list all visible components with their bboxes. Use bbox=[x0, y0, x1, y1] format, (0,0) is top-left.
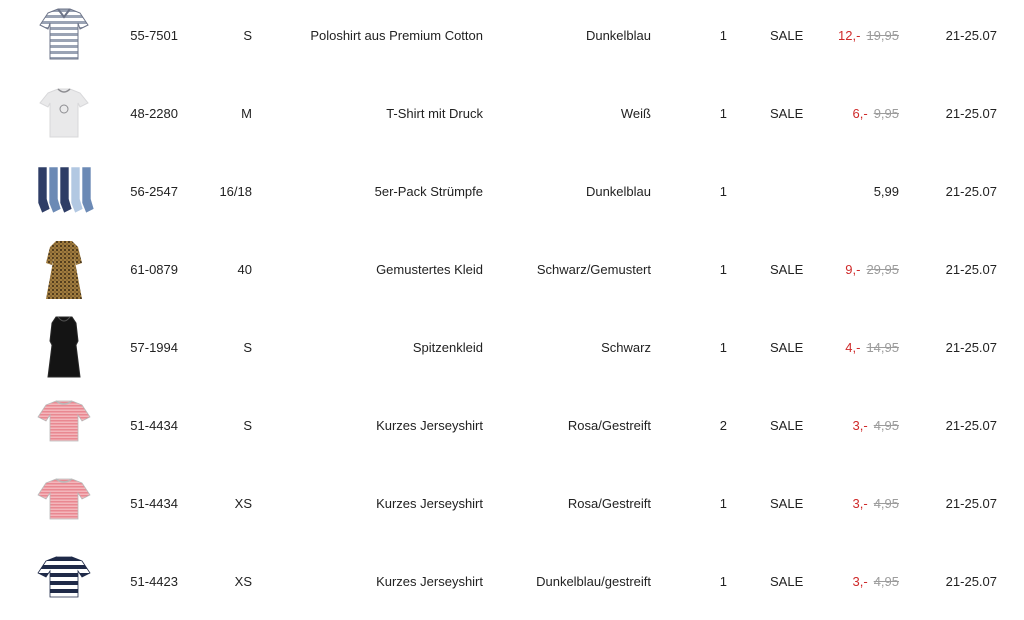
product-thumbnail[interactable] bbox=[32, 230, 96, 308]
table-row bbox=[0, 230, 1024, 308]
sale-badge: SALE bbox=[770, 417, 804, 433]
price-regular: 5,99 bbox=[873, 183, 899, 199]
product-name[interactable]: Kurzes Jerseyshirt bbox=[376, 417, 483, 433]
quantity-value: 1 bbox=[719, 183, 727, 199]
article-number: 56-2547 bbox=[130, 183, 178, 199]
product-name[interactable]: Poloshirt aus Premium Cotton bbox=[310, 27, 483, 43]
price-new: 9,- bbox=[845, 261, 861, 277]
price-new: 12,- bbox=[838, 27, 861, 43]
color-label: Dunkelblau bbox=[585, 27, 651, 43]
delivery-date: 21-25.07 bbox=[945, 417, 997, 433]
price-old: 4,95 bbox=[873, 573, 899, 589]
sale-badge: SALE bbox=[770, 495, 804, 511]
quantity-value: 1 bbox=[719, 261, 727, 277]
jersey-shirt-pink-icon bbox=[32, 471, 96, 535]
jersey-shirt-pink-icon bbox=[32, 393, 96, 457]
color-label: Dunkelblau bbox=[585, 183, 651, 199]
product-thumbnail[interactable] bbox=[32, 542, 96, 620]
price-old: 9,95 bbox=[873, 105, 899, 121]
socks-pack-icon bbox=[32, 159, 96, 223]
price-new: 6,- bbox=[852, 105, 868, 121]
article-number: 51-4434 bbox=[130, 417, 178, 433]
price-old: 14,95 bbox=[866, 339, 899, 355]
product-name[interactable]: 5er-Pack Strümpfe bbox=[374, 183, 483, 199]
delivery-date: 21-25.07 bbox=[945, 27, 997, 43]
color-label: Schwarz/Gemustert bbox=[536, 261, 651, 277]
color-label: Dunkelblau/gestreift bbox=[536, 573, 651, 589]
sale-badge: SALE bbox=[770, 261, 804, 277]
article-number: 57-1994 bbox=[130, 339, 178, 355]
article-number: 48-2280 bbox=[130, 105, 178, 121]
price-new: 3,- bbox=[852, 495, 868, 511]
color-label: Schwarz bbox=[601, 339, 651, 355]
product-name[interactable]: Spitzenkleid bbox=[412, 339, 483, 355]
delivery-date: 21-25.07 bbox=[945, 495, 997, 511]
jersey-shirt-navy-striped-icon bbox=[32, 549, 96, 613]
patterned-dress-icon bbox=[32, 237, 96, 301]
article-number: 51-4434 bbox=[130, 495, 178, 511]
quantity-value: 2 bbox=[719, 417, 727, 433]
price-cell bbox=[815, 308, 899, 386]
table-row bbox=[0, 0, 1024, 74]
price-new: 3,- bbox=[852, 417, 868, 433]
size-label: M bbox=[241, 105, 252, 121]
product-name[interactable]: Gemustertes Kleid bbox=[376, 261, 483, 277]
price-cell bbox=[815, 152, 899, 230]
article-number: 55-7501 bbox=[130, 27, 178, 43]
delivery-date: 21-25.07 bbox=[945, 261, 997, 277]
size-label: XS bbox=[234, 495, 252, 511]
sale-badge bbox=[760, 152, 820, 230]
article-number: 51-4423 bbox=[130, 573, 178, 589]
size-label: S bbox=[243, 417, 252, 433]
product-thumbnail[interactable] bbox=[32, 0, 96, 74]
price-cell bbox=[815, 230, 899, 308]
table-row bbox=[0, 152, 1024, 230]
quantity-value: 1 bbox=[719, 495, 727, 511]
size-label: 16/18 bbox=[219, 183, 252, 199]
product-name[interactable]: Kurzes Jerseyshirt bbox=[376, 495, 483, 511]
quantity-value: 1 bbox=[719, 105, 727, 121]
size-label: S bbox=[243, 27, 252, 43]
product-thumbnail[interactable] bbox=[32, 464, 96, 542]
price-new: 3,- bbox=[852, 573, 868, 589]
sale-badge: SALE bbox=[770, 573, 804, 589]
color-label: Weiß bbox=[620, 105, 651, 121]
product-name[interactable]: T-Shirt mit Druck bbox=[386, 105, 483, 121]
article-number: 61-0879 bbox=[130, 261, 178, 277]
quantity-value: 1 bbox=[719, 573, 727, 589]
size-label: 40 bbox=[237, 261, 252, 277]
product-name[interactable]: Kurzes Jerseyshirt bbox=[376, 573, 483, 589]
price-old: 29,95 bbox=[866, 261, 899, 277]
delivery-date: 21-25.07 bbox=[945, 573, 997, 589]
price-cell bbox=[815, 74, 899, 152]
table-row bbox=[0, 464, 1024, 542]
color-label: Rosa/Gestreift bbox=[567, 417, 651, 433]
polo-shirt-striped-icon bbox=[32, 3, 96, 67]
table-row bbox=[0, 542, 1024, 620]
size-label: S bbox=[243, 339, 252, 355]
price-old: 4,95 bbox=[873, 417, 899, 433]
table-row bbox=[0, 308, 1024, 386]
price-new: 4,- bbox=[845, 339, 861, 355]
price-cell bbox=[815, 464, 899, 542]
sale-badge: SALE bbox=[770, 105, 804, 121]
quantity-value: 1 bbox=[719, 27, 727, 43]
product-thumbnail[interactable] bbox=[32, 74, 96, 152]
price-old: 19,95 bbox=[866, 27, 899, 43]
price-cell bbox=[815, 0, 899, 74]
product-thumbnail[interactable] bbox=[32, 152, 96, 230]
product-thumbnail[interactable] bbox=[32, 386, 96, 464]
delivery-date: 21-25.07 bbox=[945, 339, 997, 355]
tshirt-print-icon bbox=[32, 81, 96, 145]
delivery-date: 21-25.07 bbox=[945, 105, 997, 121]
price-old: 4,95 bbox=[873, 495, 899, 511]
sale-badge: SALE bbox=[770, 339, 804, 355]
table-row bbox=[0, 74, 1024, 152]
sale-badge: SALE bbox=[770, 27, 804, 43]
table-row bbox=[0, 386, 1024, 464]
price-cell bbox=[815, 542, 899, 620]
color-label: Rosa/Gestreift bbox=[567, 495, 651, 511]
size-label: XS bbox=[234, 573, 252, 589]
price-cell bbox=[815, 386, 899, 464]
quantity-value: 1 bbox=[719, 339, 727, 355]
lace-dress-icon bbox=[32, 315, 96, 379]
delivery-date: 21-25.07 bbox=[945, 183, 997, 199]
product-thumbnail[interactable] bbox=[32, 308, 96, 386]
